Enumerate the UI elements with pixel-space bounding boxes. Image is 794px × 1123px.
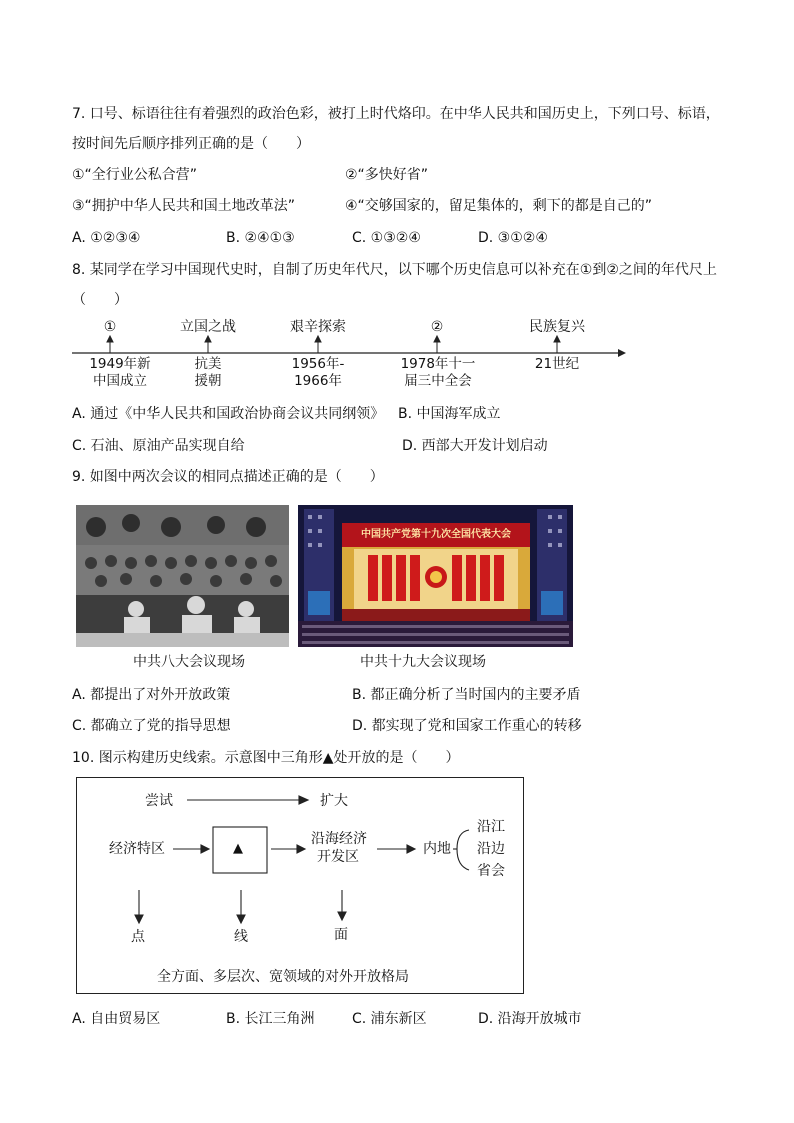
q8-stem-line2: （ ） — [72, 292, 128, 308]
diagram-sez: 经济特区 — [109, 841, 165, 857]
q7-option-a[interactable]: A. ①②③④ — [72, 230, 141, 246]
congress-banner-text: 中国共产党第十九次全国代表大会 — [361, 529, 511, 540]
q8-option-d[interactable]: D. 西部大开发计划启动 — [402, 438, 548, 454]
q8-stem-line1: 8. 某同学在学习中国现代史时，自制了历史年代尺，以下哪个历史信息可以补充在①到②之间的年代尺上 — [72, 262, 717, 278]
q9-option-a[interactable]: A. 都提出了对外开放政策 — [72, 687, 231, 703]
timeline-top-label-2: 立国之战 — [180, 319, 236, 335]
q10-option-b[interactable]: B. 长江三角洲 — [226, 1011, 315, 1027]
timeline-date-4: 1978年十一 届三中全会 — [400, 356, 476, 389]
nineteenth-congress-photo — [298, 505, 573, 647]
q7-item1: ①“全行业公私合营” — [72, 167, 198, 183]
timeline — [72, 316, 632, 396]
q8-option-a[interactable]: A. 通过《中华人民共和国政治协商会议共同纲领》 — [72, 406, 385, 422]
timeline-date-3: 1956年- 1966年 — [291, 356, 345, 389]
eighth-congress-photo-art — [76, 505, 289, 647]
diagram-coastal-line1: 沿海经济 — [311, 831, 367, 847]
diagram-branch-capital: 省会 — [477, 863, 505, 879]
q7-stem-line2: 按时间先后顺序排列正确的是（ ） — [72, 136, 310, 152]
diagram-line: 线 — [234, 929, 248, 945]
diagram-arrows — [77, 778, 525, 995]
q10-stem: 10. 图示构建历史线索。示意图中三角形▲处开放的是（ ） — [72, 750, 460, 766]
q7-item4: ④“交够国家的，留足集体的，剩下的都是自己的” — [345, 198, 653, 214]
eighth-congress-photo — [76, 505, 289, 647]
timeline-top-label-3: 艰辛探索 — [290, 319, 346, 335]
diagram-triangle: ▲ — [233, 841, 243, 856]
q9-option-d[interactable]: D. 都实现了党和国家工作重心的转移 — [352, 718, 582, 734]
q9-stem: 9. 如图中两次会议的相同点描述正确的是（ ） — [72, 469, 384, 485]
caption-eighth-congress: 中共八大会议现场 — [133, 654, 245, 670]
timeline-date-5: 21世纪 — [534, 356, 580, 372]
opening-up-diagram — [76, 777, 524, 994]
q8-option-c[interactable]: C. 石油、原油产品实现自给 — [72, 438, 245, 454]
q7-option-c[interactable]: C. ①③②④ — [352, 230, 421, 246]
q10-option-d[interactable]: D. 沿海开放城市 — [478, 1011, 582, 1027]
diagram-expand: 扩大 — [320, 793, 348, 809]
q7-option-d[interactable]: D. ③①②④ — [478, 230, 548, 246]
caption-nineteenth-congress: 中共十九大会议现场 — [360, 654, 486, 670]
q7-item2: ②“多快好省” — [345, 167, 429, 183]
timeline-date-2: 抗美 援朝 — [194, 356, 222, 389]
timeline-top-label-5: 民族复兴 — [529, 319, 585, 335]
diagram-area: 面 — [334, 927, 348, 943]
q10-option-a[interactable]: A. 自由贸易区 — [72, 1011, 161, 1027]
q7-item3: ③“拥护中华人民共和国土地改革法” — [72, 198, 296, 214]
diagram-pattern: 全方面、多层次、宽领域的对外开放格局 — [157, 969, 409, 985]
diagram-inland: 内地 — [423, 841, 451, 857]
diagram-coastal-line2: 开发区 — [317, 849, 359, 865]
q8-option-b[interactable]: B. 中国海军成立 — [398, 406, 501, 422]
q10-option-c[interactable]: C. 浦东新区 — [352, 1011, 427, 1027]
diagram-try: 尝试 — [145, 793, 173, 809]
q9-option-c[interactable]: C. 都确立了党的指导思想 — [72, 718, 231, 734]
diagram-branch-river: 沿江 — [477, 819, 505, 835]
timeline-date-1: 1949年新 中国成立 — [89, 356, 151, 389]
q7-stem-line1: 7. 口号、标语往往有着强烈的政治色彩，被打上时代烙印。在中华人民共和国历史上，下列口号、标语， — [72, 106, 720, 122]
q7-option-b[interactable]: B. ②④①③ — [226, 230, 295, 246]
diagram-branch-border: 沿边 — [477, 841, 505, 857]
timeline-top-label-1: ① — [103, 319, 117, 335]
timeline-top-label-4: ② — [430, 319, 444, 335]
diagram-point: 点 — [131, 929, 145, 945]
q9-option-b[interactable]: B. 都正确分析了当时国内的主要矛盾 — [352, 687, 581, 703]
